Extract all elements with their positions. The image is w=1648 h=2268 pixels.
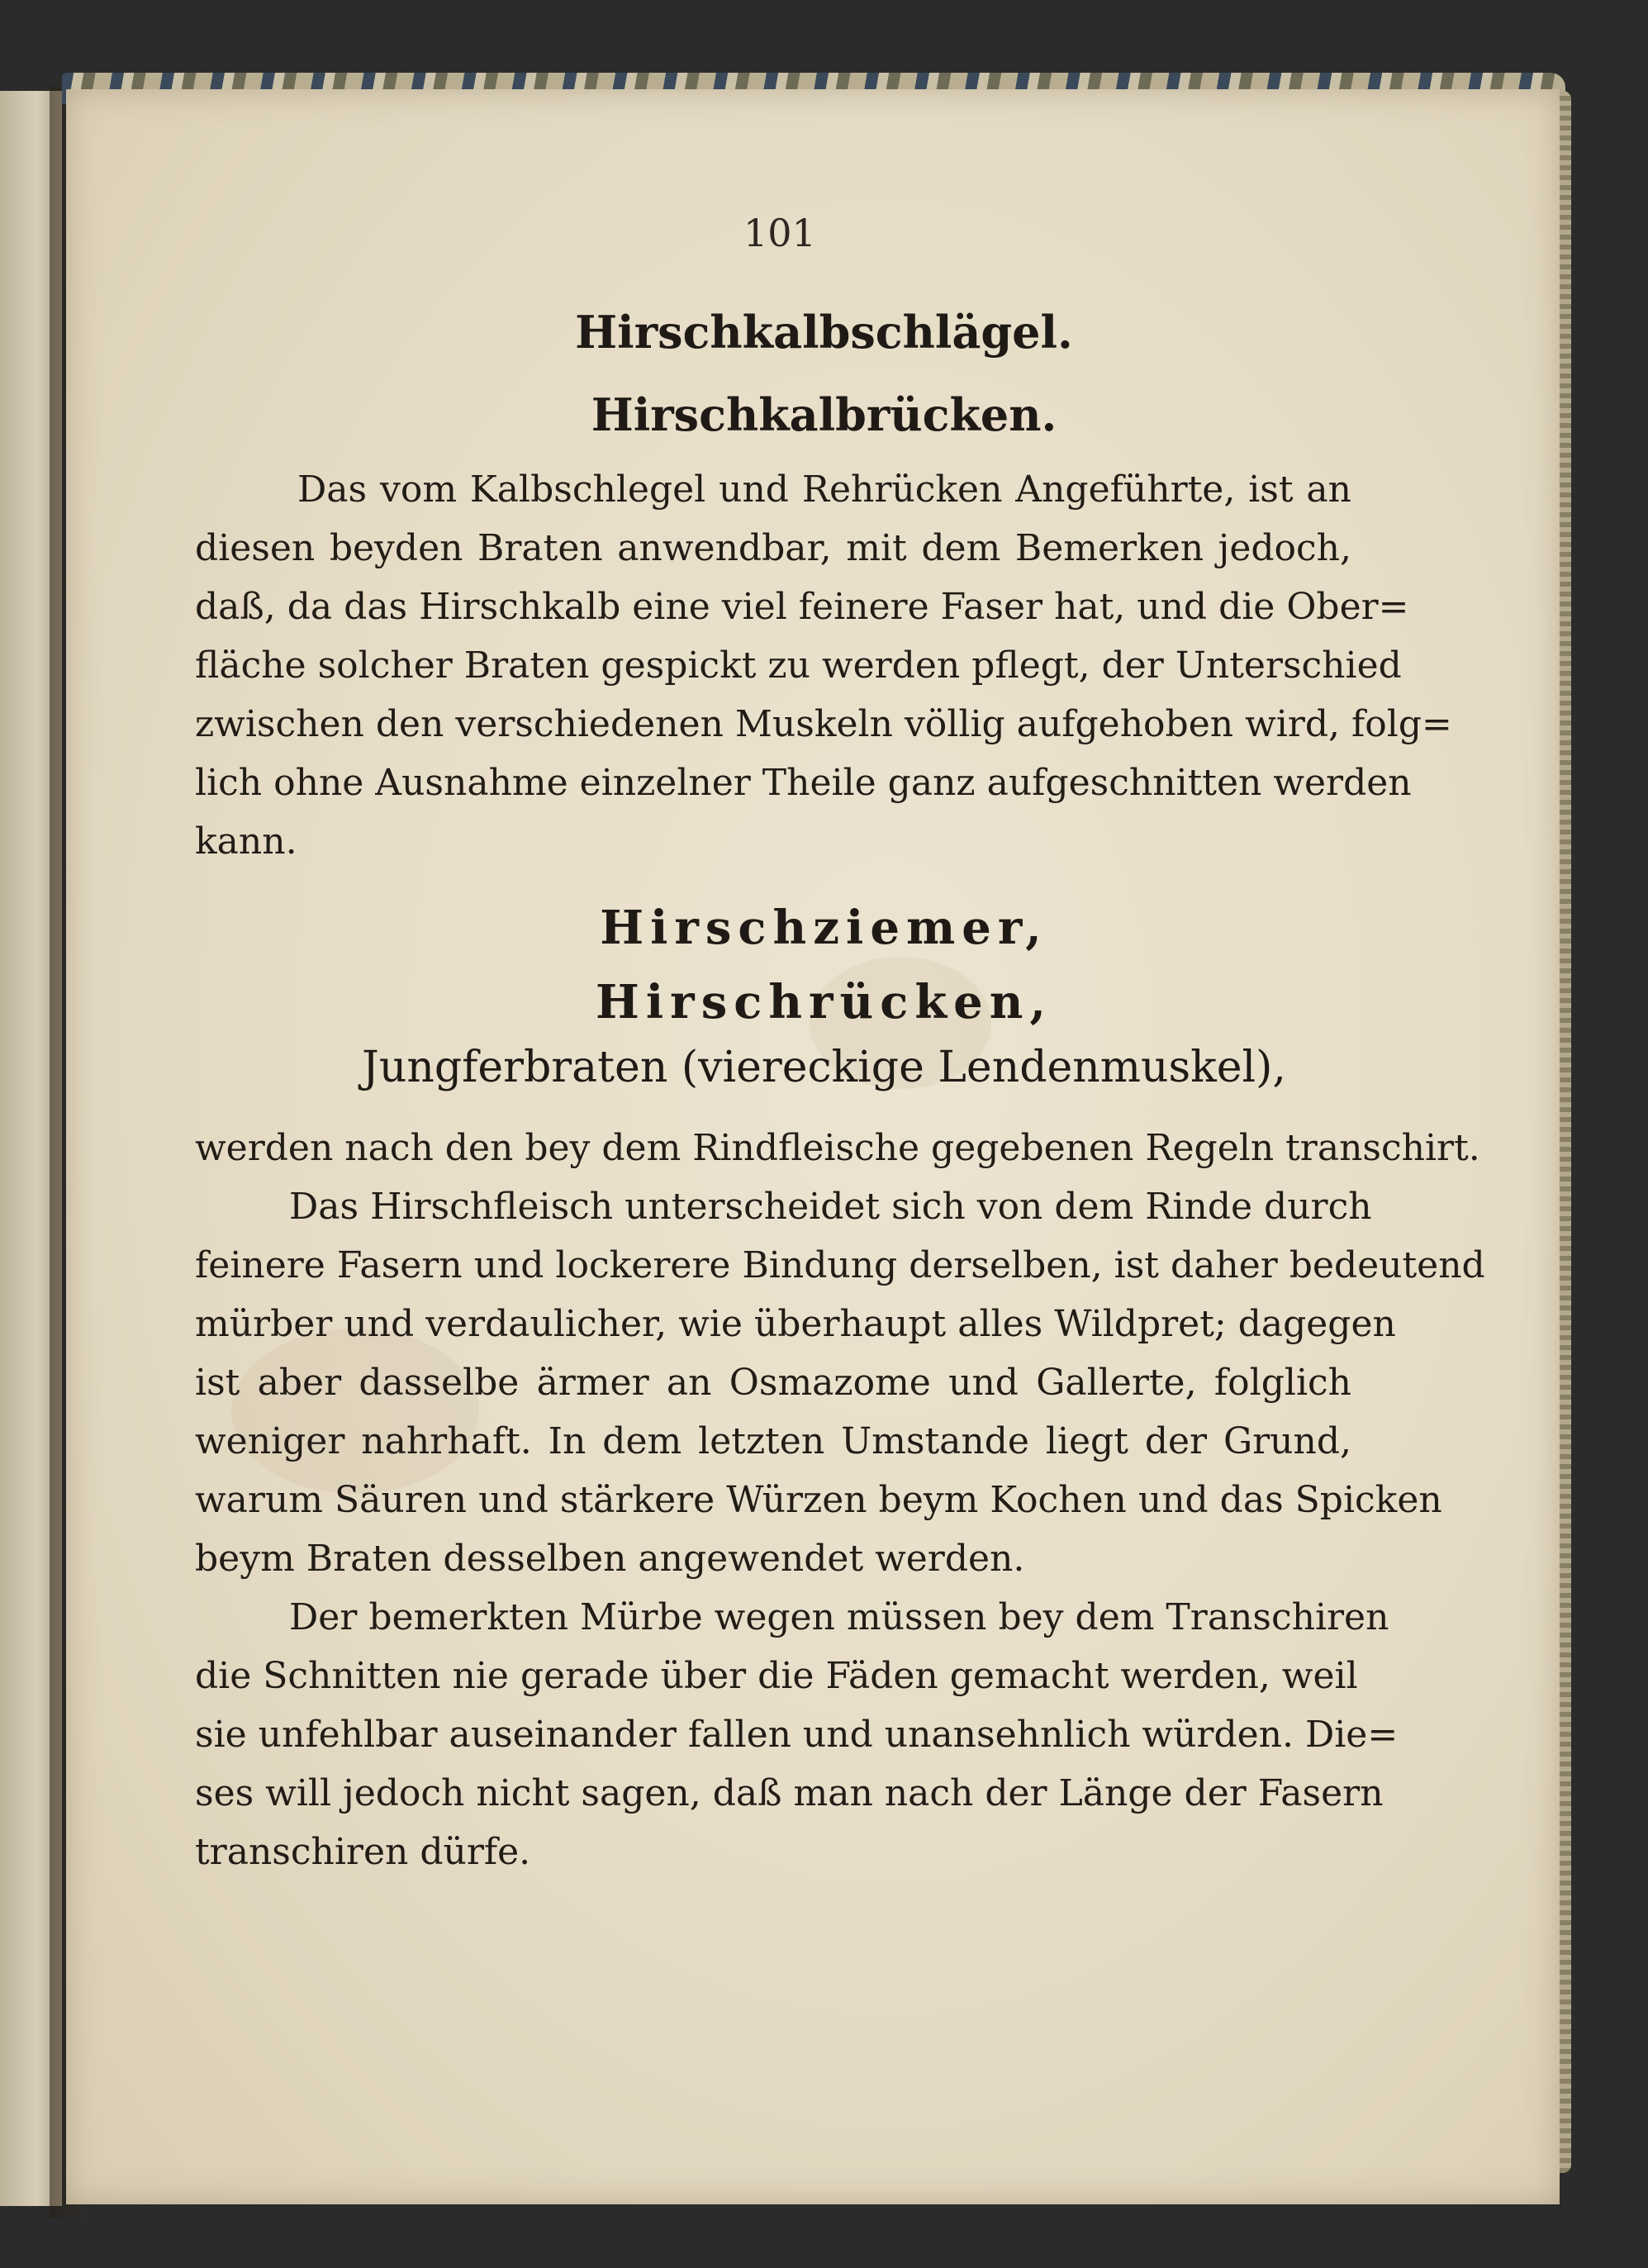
text-line: diesen beyden Braten anwendbar, mit dem Bemerken jedoch,: [195, 527, 1351, 569]
section2-title-1: Hirschziemer,: [600, 901, 1048, 955]
text-line: lich ohne Ausnahme einzelner Theile ganz aufgeschnitten werden: [195, 762, 1412, 804]
text-line: daß, da das Hirschkalb eine viel feinere Faser hat, und die Ober=: [195, 586, 1409, 628]
text-line: sie unfehlbar auseinander fallen und unansehnlich würden. Die=: [195, 1714, 1399, 1756]
text-line: kann.: [195, 820, 297, 863]
text-line: Das vom Kalbschlegel und Rehrücken Angeführte, ist an: [297, 468, 1351, 511]
text-line: Das Hirschfleisch unterscheidet sich von dem Rinde durch: [289, 1186, 1372, 1228]
section2-title-2: Hirschrücken,: [596, 975, 1052, 1029]
text-line: Der bemerkten Mürbe wegen müssen bey dem Transchiren: [289, 1596, 1389, 1638]
text-line: ses will jedoch nicht sagen, daß man nach der Länge der Fasern: [195, 1772, 1384, 1814]
text-line: beym Braten desselben angewendet werden.: [195, 1538, 1025, 1580]
text-line: mürber und verdaulicher, wie überhaupt alles Wildpret; dagegen: [195, 1303, 1396, 1345]
text-line: ist aber dasselbe ärmer an Osmazome und Gallerte, folglich: [195, 1362, 1351, 1404]
text-line: die Schnitten nie gerade über die Fäden gemacht werden, weil: [195, 1655, 1358, 1697]
text-line: werden nach den bey dem Rindfleische gegebenen Regeln transchirt.: [195, 1127, 1480, 1169]
text-line: warum Säuren und stärkere Würzen beym Kochen und das Spicken: [195, 1479, 1442, 1521]
text-line: weniger nahrhaft. In dem letzten Umstande liegt der Grund,: [195, 1420, 1351, 1462]
section1-title-1: Hirschkalbschlägel.: [575, 306, 1073, 359]
text-line: fläche solcher Braten gespickt zu werden pflegt, der Unterschied: [195, 644, 1402, 687]
text-line: zwischen den verschiedenen Muskeln völlig aufgehoben wird, folg=: [195, 703, 1452, 745]
text-line: feinere Fasern und lockerere Bindung derselben, ist daher bedeutend: [195, 1244, 1485, 1286]
text-line: transchiren dürfe.: [195, 1831, 531, 1873]
paper-stain: [231, 1329, 479, 1494]
page-number: 101: [743, 211, 816, 255]
section1-title-2: Hirschkalbrücken.: [591, 388, 1057, 441]
section2-title-3: Jungferbraten (viereckige Lendenmuskel),: [362, 1043, 1286, 1092]
